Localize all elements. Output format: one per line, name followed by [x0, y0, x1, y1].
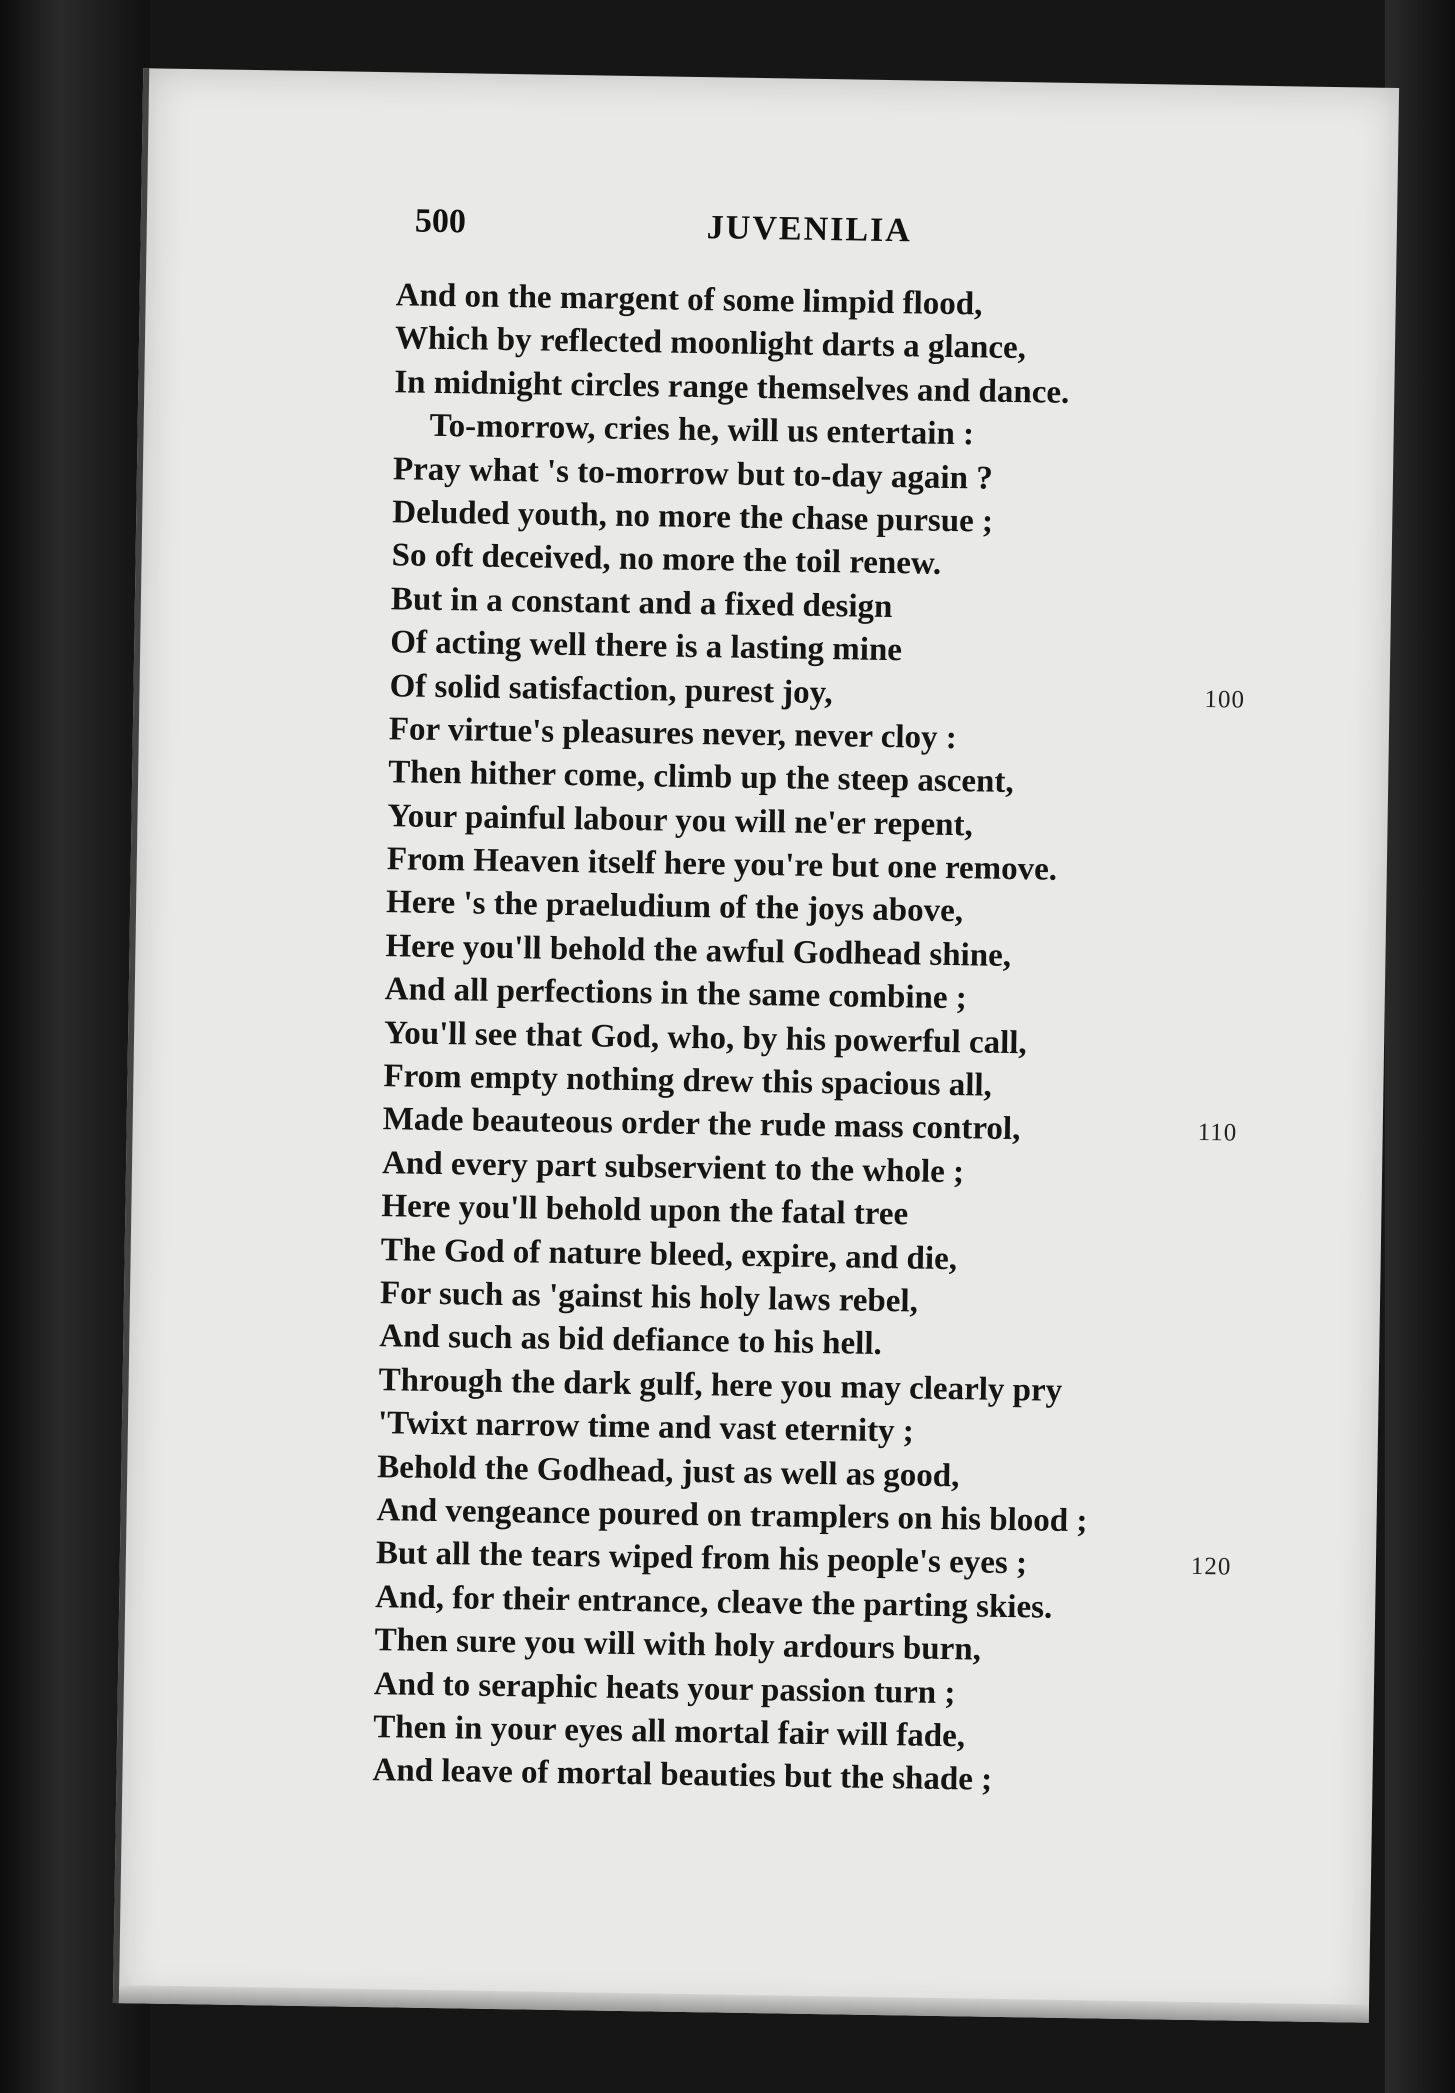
- poem-line-text: But in a constant and a fixed design: [390, 580, 893, 625]
- poem-line-text: And every part subservient to the whole ;: [381, 1144, 965, 1191]
- poem-line-text: In midnight circles range themselves and dance.: [394, 364, 1070, 411]
- poem-line-text: Then in your eyes all mortal fair will fade,: [372, 1708, 966, 1755]
- poem-line-text: But all the tears wiped from his people's eyes ;: [375, 1535, 1028, 1582]
- poem-line-text: And vengeance poured on tramplers on his blood ;: [376, 1492, 1088, 1540]
- poem-line-text: Of acting well there is a lasting mine: [390, 624, 903, 669]
- poem-line-text: And on the margent of some limpid flood,: [395, 277, 983, 323]
- page-header: [396, 202, 1217, 287]
- poem-line-text: Behold the Godhead, just as well as good,: [377, 1448, 960, 1494]
- poem-line-text: Of solid satisfaction, purest joy,: [389, 667, 833, 711]
- poem-line-text: Through the dark gulf, here you may clearly pry: [378, 1361, 1063, 1409]
- line-number: 100: [1204, 685, 1246, 714]
- poem-line-text: Which by reflected moonlight darts a glance,: [394, 320, 1027, 367]
- poem-line-text: And, for their entrance, cleave the parting skies.: [375, 1578, 1053, 1626]
- poem-line-text: Here you'll behold upon the fatal tree: [381, 1188, 909, 1233]
- poem-line-text: Then hither come, climb up the steep ascent,: [387, 754, 1014, 801]
- poem-line-text: From Heaven itself here you're but one remove.: [386, 841, 1058, 888]
- running-title: JUVENILIA: [706, 209, 913, 250]
- poem-line-text: 'Twixt narrow time and vast eternity ;: [377, 1405, 915, 1450]
- line-number: 120: [1190, 1553, 1232, 1581]
- poem-line-text: Pray what 's to-morrow but to-day again ?: [392, 450, 994, 497]
- line-number: 110: [1197, 1119, 1238, 1147]
- poem-line-text: For virtue's pleasures never, never cloy :: [388, 711, 958, 757]
- poem-line-text: So oft deceived, no more the toil renew.: [391, 537, 942, 583]
- poem-line-text: And leave of mortal beauties but the shade ;: [372, 1752, 993, 1799]
- poem-line-text: Made beauteous order the rude mass control,: [382, 1101, 1021, 1148]
- poem-line-text: Here 's the praeludium of the joys above,: [385, 884, 964, 930]
- poem-line-text: You'll see that God, who, by his powerful call,: [383, 1014, 1028, 1061]
- page-bottom-edge: [119, 1985, 1369, 2023]
- poem-line-text: Here you'll behold the awful Godhead shine,: [385, 928, 1012, 974]
- poem-line-text: From empty nothing drew this spacious all,: [383, 1058, 993, 1104]
- poem-line-text: Deluded youth, no more the chase pursue ;: [392, 494, 994, 540]
- book-page: [113, 68, 1399, 2022]
- poem-line-text: And such as bid defiance to his hell.: [379, 1318, 883, 1363]
- page-content: [372, 202, 1357, 1808]
- poem-line-text: For such as 'gainst his holy laws rebel,: [379, 1275, 919, 1320]
- page-number: 500: [414, 202, 467, 241]
- poem-line-text: And to seraphic heats your passion turn ;: [373, 1665, 956, 1711]
- poem-line-text: And all perfections in the same combine ;: [384, 971, 968, 1017]
- poem-line-text: Your painful labour you will ne'er repent,: [387, 797, 974, 844]
- poem-line-text: To-morrow, cries he, will us entertain :: [429, 407, 975, 453]
- poem-text: [372, 274, 1356, 1808]
- poem-line-text: The God of nature bleed, expire, and die,: [380, 1231, 958, 1277]
- poem-line-text: Then sure you will with holy ardours burn,: [374, 1622, 982, 1668]
